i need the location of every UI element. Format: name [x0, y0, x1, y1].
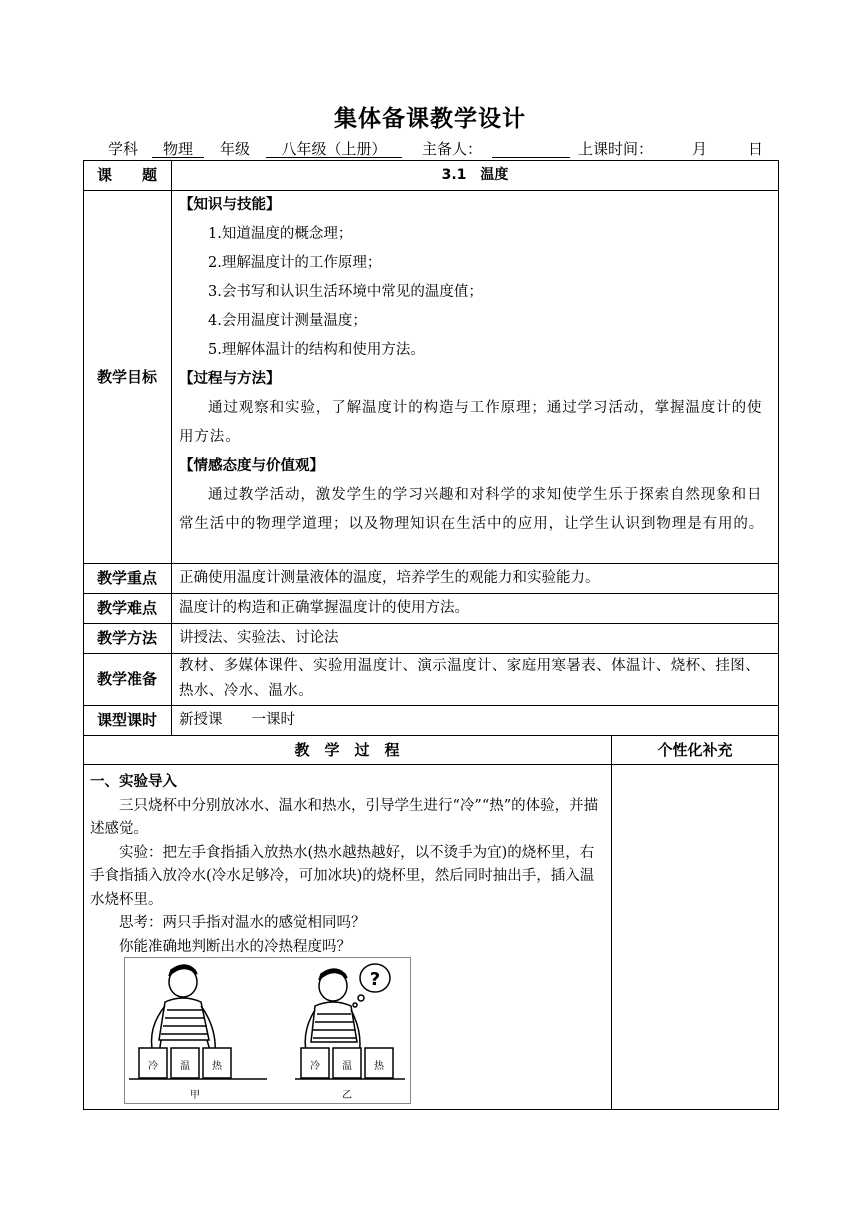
goals-item: 1.知道温度的概念理；	[208, 226, 353, 242]
goals-heading-process: 【过程与方法】	[179, 371, 281, 387]
type-label: 课型课时	[96, 711, 157, 729]
goals-heading-knowledge: 【知识与技能】	[179, 197, 281, 213]
goals-item: 4.会用温度计测量温度；	[208, 313, 367, 329]
grade-value: 八年级（上册）	[266, 138, 402, 158]
cup-label-hot-left: 热	[212, 1061, 222, 1072]
topic-label: 课 题	[96, 166, 157, 184]
difficult-value: 温度计的构造和正确掌握温度计的使用方法。	[179, 600, 469, 616]
process-content	[90, 771, 606, 959]
meta-line	[108, 138, 788, 160]
caption-left: 甲	[190, 1090, 200, 1101]
process-paragraph: 思考：两只手指对温水的感觉相同吗？	[119, 915, 366, 931]
difficult-label: 教学难点	[96, 599, 157, 617]
cup-label-warm-left: 温	[180, 1061, 190, 1072]
grade-label: 年级	[220, 140, 251, 158]
experiment-illustration	[124, 957, 411, 1104]
goals-label: 教学目标	[96, 368, 157, 386]
document-title: 集体备课教学设计	[334, 106, 526, 132]
preparer-value	[492, 138, 570, 158]
goals-heading-emotion: 【情感态度与价值观】	[179, 458, 324, 474]
hands-in-water-drawing	[125, 958, 410, 1103]
question-mark-icon: ?	[369, 969, 381, 990]
method-value: 讲授法、实验法、讨论法	[179, 630, 339, 646]
method-label: 教学方法	[96, 629, 157, 647]
prep-label: 教学准备	[96, 670, 157, 688]
goals-item: 5.理解体温计的结构和使用方法。	[208, 342, 425, 358]
process-header: 教 学 过 程	[294, 741, 400, 759]
day-label: 日	[748, 140, 764, 158]
subject-label: 学科	[108, 140, 139, 158]
cup-label-hot-right: 热	[374, 1061, 384, 1072]
process-section-heading: 一、实验导入	[90, 774, 177, 790]
cup-label-warm-right: 温	[342, 1061, 352, 1072]
person-left-figure	[152, 965, 216, 1054]
goals-item: 3.会书写和认识生活环境中常见的温度值；	[208, 284, 483, 300]
key-value: 正确使用温度计测量液体的温度，培养学生的观能力和实验能力。	[179, 570, 600, 586]
goals-item: 2.理解温度计的工作原理；	[208, 255, 382, 271]
lesson-plan-table	[83, 160, 779, 1110]
type-value: 新授课 一课时	[179, 712, 295, 728]
process-paragraph: 三只烧杯中分别放冰水、温水和热水，引导学生进行“冷”“热”的体验，并描述感觉。	[90, 797, 599, 837]
process-paragraph: 你能准确地判断出水的冷热程度吗？	[119, 938, 351, 955]
prep-value: 教材、多媒体课件、实验用温度计、演示温度计、家庭用寒暑表、体温计、烧杯、挂图、热水、冷水、温水。	[179, 658, 761, 699]
person-right-figure	[305, 969, 360, 1056]
goals-emotion-text: 通过教学活动，激发学生的学习兴趣和对科学的求知使学生乐于探索自然现象和日常生活中的物理学道理；以及物理知识在生活中的应用，让学生认识到物理是有用的。	[179, 487, 765, 532]
supplement-header: 个性化补充	[657, 741, 733, 759]
month-label: 月	[692, 140, 708, 158]
caption-right: 乙	[342, 1090, 352, 1101]
cup-label-cold-right: 冷	[310, 1061, 320, 1072]
time-label: 上课时间：	[578, 140, 654, 158]
preparer-label: 主备人：	[422, 140, 483, 158]
topic-value: 3.1 温度	[441, 167, 509, 183]
process-paragraph: 实验：把左手食指插入放热水(热水越热越好，以不烫手为宜)的烧杯里，右手食指插入放冷水(冷水足够冷，可加冰块)的烧杯里，然后同时抽出手，插入温水烧杯里。	[90, 844, 595, 908]
goals-content	[179, 191, 771, 539]
cup-label-cold-left: 冷	[148, 1061, 158, 1072]
goals-process-text: 通过观察和实验，了解温度计的构造与工作原理；通过学习活动，掌握温度计的使用方法。	[179, 400, 763, 445]
key-label: 教学重点	[96, 569, 157, 587]
subject-value: 物理	[152, 138, 204, 158]
